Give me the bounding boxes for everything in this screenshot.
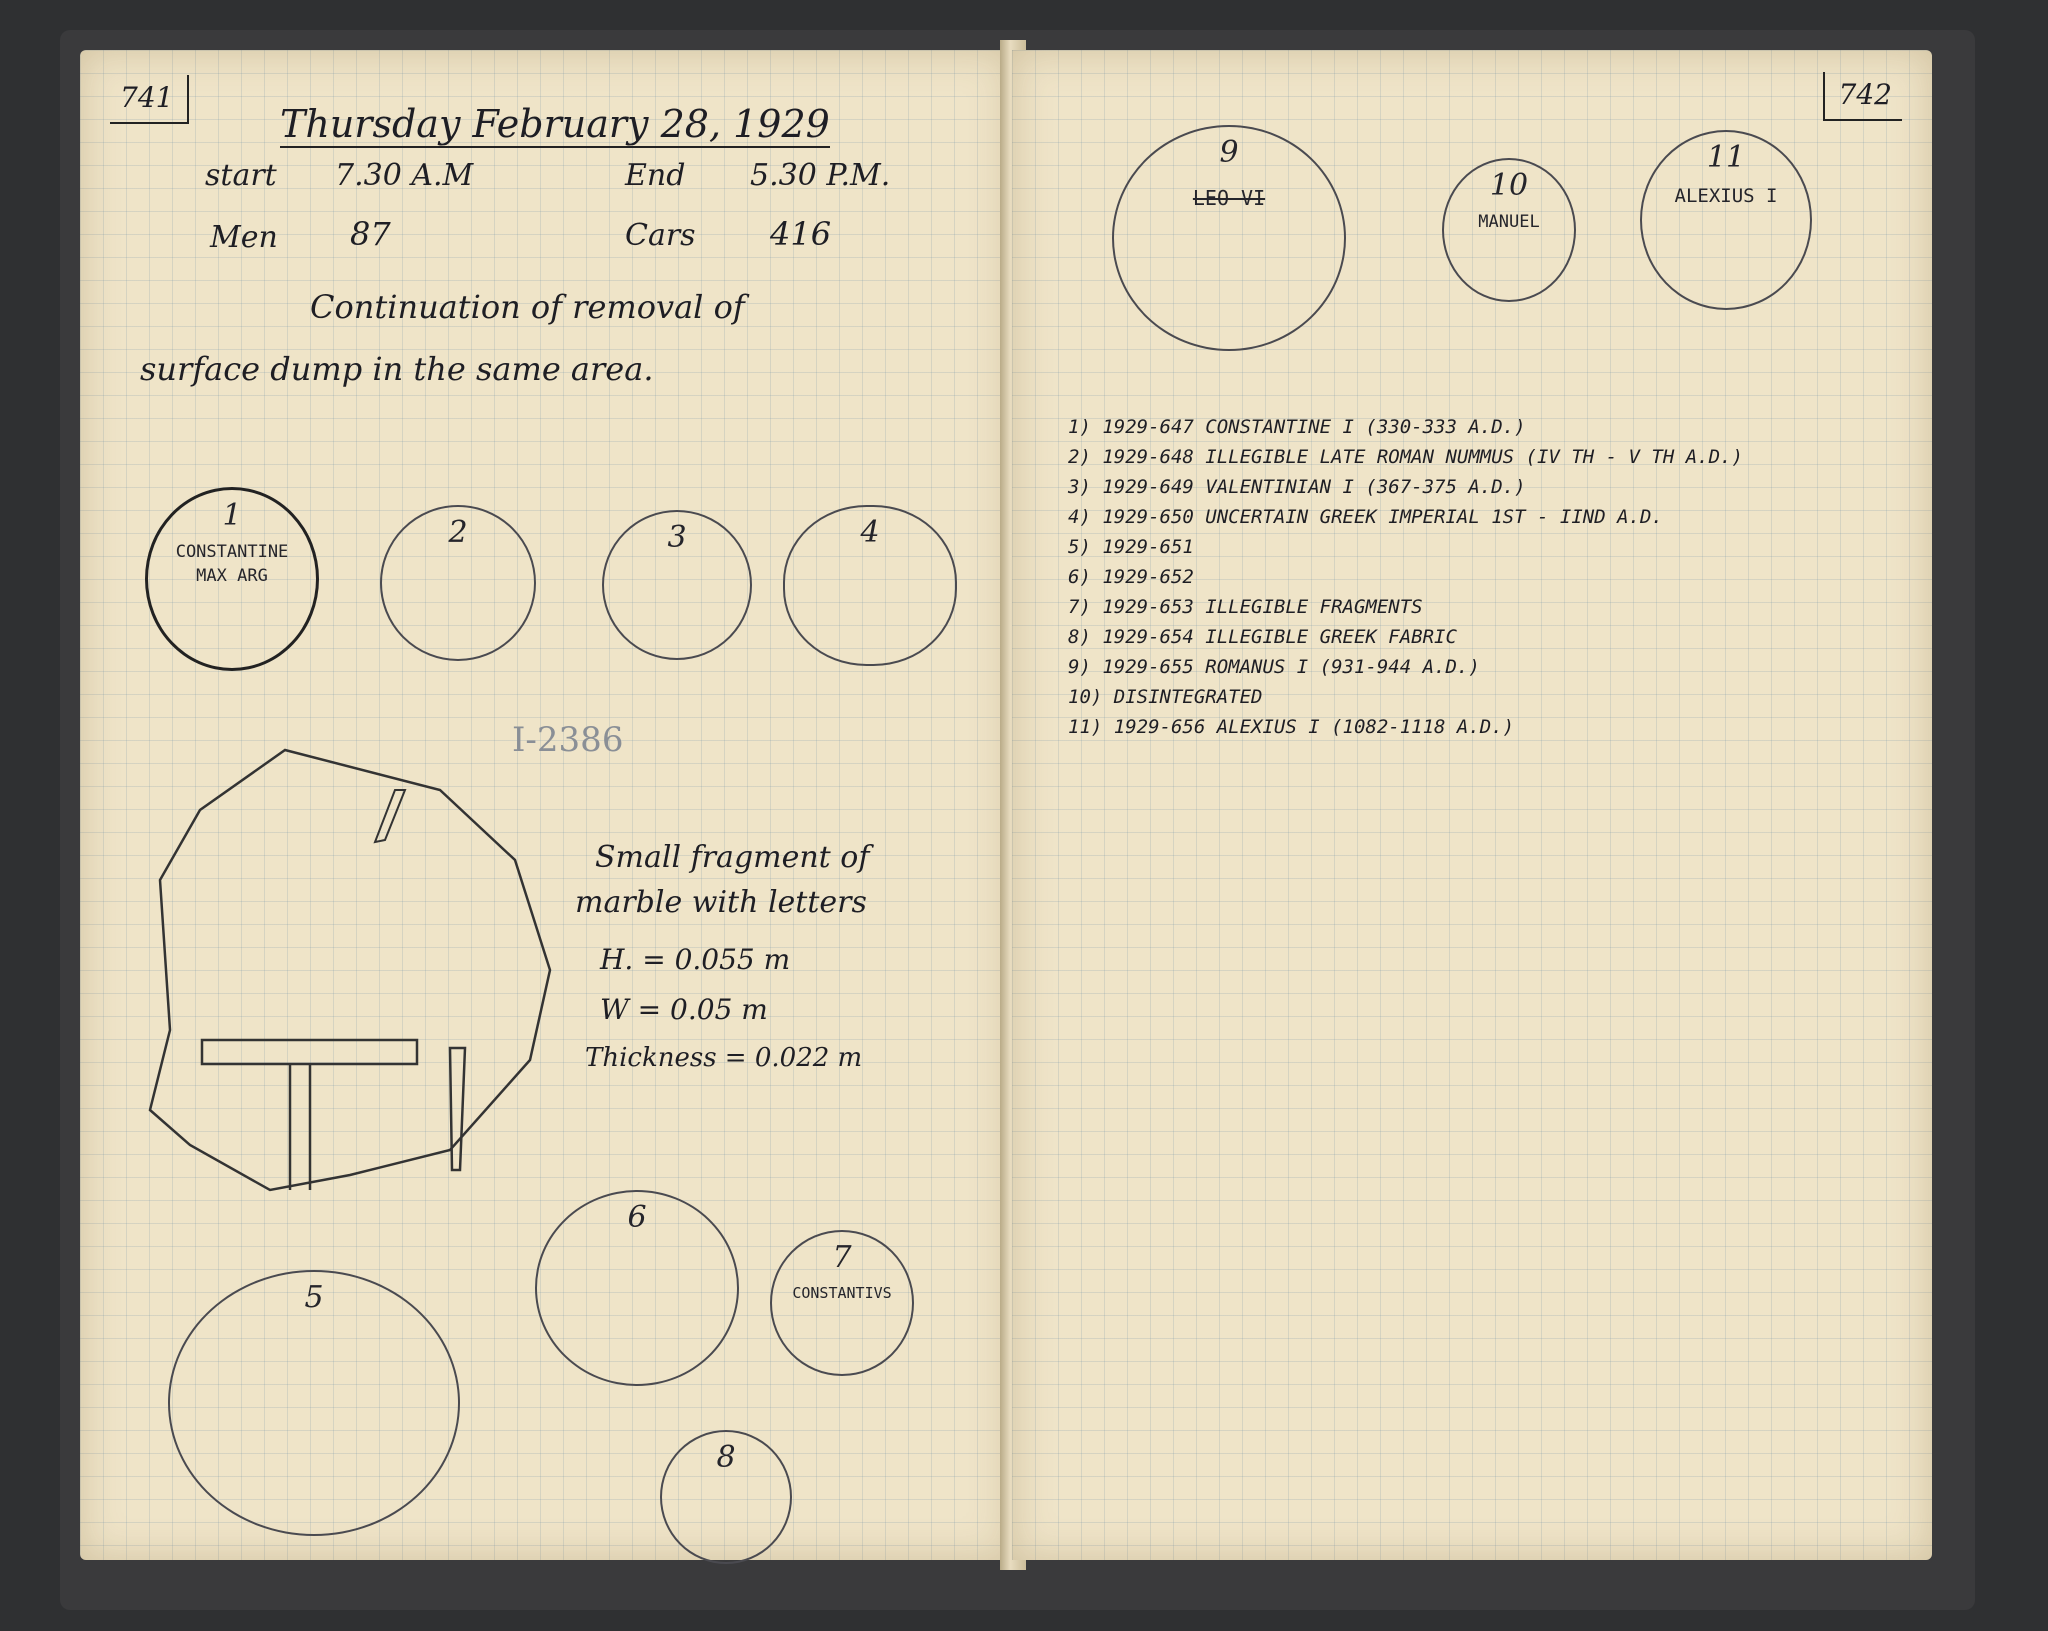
coin-3: [602, 510, 752, 660]
coin-6: [535, 1190, 739, 1386]
catalog-entry: 2) 1929-648 ILLEGIBLE LATE ROMAN NUMMUS (IV TH - V TH A.D.): [1068, 446, 1743, 468]
coin-1: [145, 487, 319, 671]
coin-label: MAX ARG: [196, 565, 268, 586]
catalog-entry: 7) 1929-653 ILLEGIBLE FRAGMENTS: [1068, 596, 1423, 618]
left-page: [80, 50, 1010, 1560]
catalog-entry: 5) 1929-651: [1068, 536, 1194, 558]
text-line-2: surface dump in the same area.: [140, 350, 654, 388]
coin-8: [660, 1430, 792, 1564]
start-label: start: [205, 158, 277, 193]
catalog-entry: 9) 1929-655 ROMANUS I (931-944 A.D.): [1068, 656, 1480, 678]
entry-date: Thursday February 28, 1929: [280, 102, 830, 146]
right-page: [1012, 50, 1932, 1560]
catalog-entry: 10) DISINTEGRATED: [1068, 686, 1263, 708]
coin-number: 9: [1219, 135, 1239, 170]
coin-label: CONSTANTINE: [175, 542, 289, 562]
coin-catalog-list: [1068, 412, 1743, 742]
coin-label: LEO VI: [1192, 186, 1266, 210]
coin-number: 7: [832, 1240, 852, 1275]
fragment-desc-line-1: Small fragment of: [595, 840, 870, 875]
marble-fragment-drawing: [120, 730, 580, 1250]
fragment-height: H. = 0.055 m: [600, 943, 791, 976]
coin-number: 8: [716, 1440, 736, 1475]
coin-number: 3: [667, 520, 687, 555]
fragment-desc-line-2: marble with letters: [575, 885, 867, 920]
catalog-entry: 4) 1929-650 UNCERTAIN GREEK IMPERIAL 1ST - IIND A.D.: [1068, 506, 1663, 528]
page-number: 742: [1823, 72, 1902, 121]
catalog-entry: 6) 1929-652: [1068, 566, 1194, 588]
coin-number: 2: [448, 515, 468, 550]
catalog-entry: 1) 1929-647 CONSTANTINE I (330-333 A.D.): [1068, 416, 1526, 438]
catalog-entry: 11) 1929-656 ALEXIUS I (1082-1118 A.D.): [1068, 716, 1515, 738]
inventory-number: I-2386: [512, 720, 624, 760]
coin-7: [770, 1230, 914, 1376]
coin-number: 5: [304, 1280, 324, 1315]
coin-number: 4: [860, 515, 880, 550]
coin-9: [1112, 125, 1346, 351]
coin-4: [783, 505, 957, 666]
page-number: 741: [110, 75, 189, 124]
coin-label: ALEXIUS I: [1674, 185, 1778, 207]
coin-10: [1442, 158, 1576, 302]
men-label: Men: [210, 220, 278, 255]
fragment-width: W = 0.05 m: [600, 993, 768, 1026]
coin-label: MANUEL: [1478, 212, 1540, 232]
end-time: 5.30 P.M.: [750, 158, 891, 193]
coin-number: 6: [627, 1200, 647, 1235]
coin-number: 1: [222, 498, 242, 533]
coin-11: [1640, 130, 1812, 310]
coin-number: 11: [1706, 140, 1746, 175]
catalog-entry: 3) 1929-649 VALENTINIAN I (367-375 A.D.): [1068, 476, 1526, 498]
start-time: 7.30 A.M: [335, 158, 474, 193]
coin-label: CONSTANTIVS: [792, 1284, 892, 1302]
coin-number: 10: [1489, 168, 1529, 203]
fragment-thickness: Thickness = 0.022 m: [585, 1043, 863, 1073]
cars-count: 416: [770, 215, 832, 253]
text-line-1: Continuation of removal of: [310, 288, 745, 326]
end-label: End: [625, 158, 686, 193]
cars-label: Cars: [625, 218, 696, 253]
coin-5: [168, 1270, 460, 1536]
men-count: 87: [350, 215, 391, 253]
catalog-entry: 8) 1929-654 ILLEGIBLE GREEK FABRIC: [1068, 626, 1457, 648]
coin-2: [380, 505, 536, 661]
